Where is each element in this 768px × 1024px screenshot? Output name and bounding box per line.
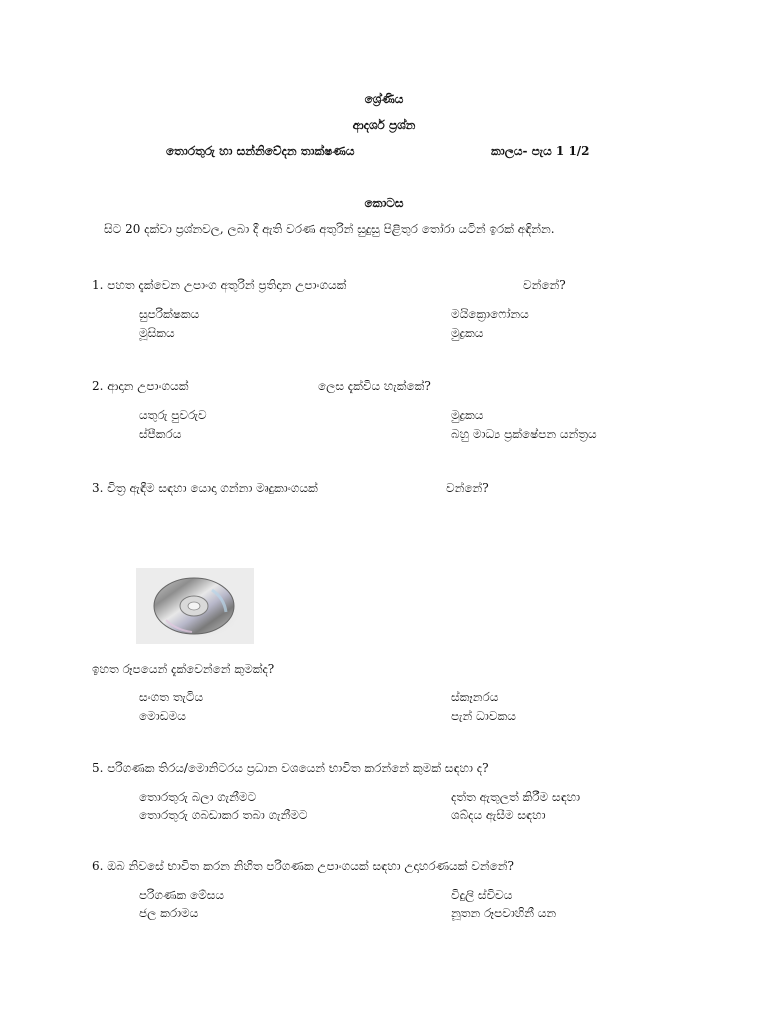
- section-title: කොටස: [364, 196, 404, 210]
- q2-option-a[interactable]: යතුරු පුවරුව: [139, 408, 207, 422]
- question-2-text: 2. ආදාන උපාංගයක්: [92, 379, 189, 393]
- q4-option-b[interactable]: ස්කෑනරය: [451, 690, 499, 704]
- q2-option-c[interactable]: ස්පීකරය: [139, 427, 182, 441]
- q1-option-a[interactable]: සුපරික්ෂකය: [139, 307, 200, 321]
- q5-option-b[interactable]: දත්ත ඇතුලත් කිරීම සඳහා: [451, 790, 581, 804]
- q1-option-b[interactable]: මයික්‍රොෆෝනය: [451, 307, 529, 321]
- q6-option-b[interactable]: විදුලි ස්විචය: [451, 888, 513, 902]
- q5-option-d[interactable]: ශබ්දය ඇසීම සඳහා: [451, 808, 546, 822]
- question-4-text: ඉහත රූපයෙන් දැක්වෙන්නේ කුමක්ද?: [92, 662, 275, 676]
- grade-heading: ශ්‍රේණිය: [364, 92, 404, 106]
- q1-option-c[interactable]: මූසිකය: [139, 326, 175, 340]
- question-3-tail: වන්නේ?: [446, 481, 489, 495]
- question-1-text: 1. පහත දැක්වෙන උපාංග අතුරින් ප්‍රතිදාන උපාංගයක්: [92, 278, 347, 292]
- q2-option-b[interactable]: මුද්‍රකය: [451, 408, 484, 422]
- q6-option-d[interactable]: නූතන රූපවාහිනී යන: [451, 906, 557, 920]
- q2-option-d[interactable]: බහු මාධ්‍ය ප්‍රක්ෂේපන යන්ත්‍රය: [451, 427, 597, 441]
- question-6-text: 6. ඔබ නිවසේ භාවිත කරන නිහිත පරිගණක උපාංගයක් සඳහා උදාහරණයක් වන්නේ?: [92, 859, 514, 873]
- q4-option-d[interactable]: පැන් ධාවකය: [451, 709, 516, 723]
- subject-heading: තොරතුරු හා සන්නිවේදන තාක්ෂණය: [166, 144, 355, 158]
- question-2-tail: ලෙස දැක්විය හැක්කේ?: [318, 379, 431, 393]
- paper-type-heading: ආදර්ශ ප්‍රශ්න: [352, 118, 416, 132]
- q5-option-a[interactable]: තොරතුරු බලා ගැනීමට: [139, 790, 257, 804]
- question-1-tail: වන්නේ?: [523, 278, 566, 292]
- q5-option-c[interactable]: තොරතුරු ගබඩාකර තබා ගැනීමට: [139, 808, 308, 822]
- section-instruction: සිට 20 දක්වා ප්‍රශ්නවල, ලබා දී ඇති වරණ අතුරින් සුදුසු පිළිතුර තෝරා යටින් ඉරක් අඳින්න.: [104, 222, 555, 236]
- q1-option-d[interactable]: මුද්‍රකය: [451, 326, 484, 340]
- q6-option-a[interactable]: පරිගණක මේසය: [139, 888, 225, 902]
- compact-disc-icon: [136, 568, 254, 644]
- q6-option-c[interactable]: ජල කරාමය: [139, 906, 199, 920]
- q4-option-c[interactable]: මොඩමය: [139, 709, 186, 723]
- q4-option-a[interactable]: සංගත තැටිය: [139, 690, 204, 704]
- question-3-text: 3. චිත්‍ර ඇඳීම සඳහා යොදා ගන්නා මෘදුකාංගයක්: [92, 481, 318, 495]
- time-heading: කාලය- පැය 1 1/2: [491, 144, 590, 158]
- question-5-text: 5. පරිගණක තිරය/මොනිටරය ප්‍රධාන වශයෙන් භාවිත කරන්නේ කුමක් සඳහා ද?: [92, 761, 489, 775]
